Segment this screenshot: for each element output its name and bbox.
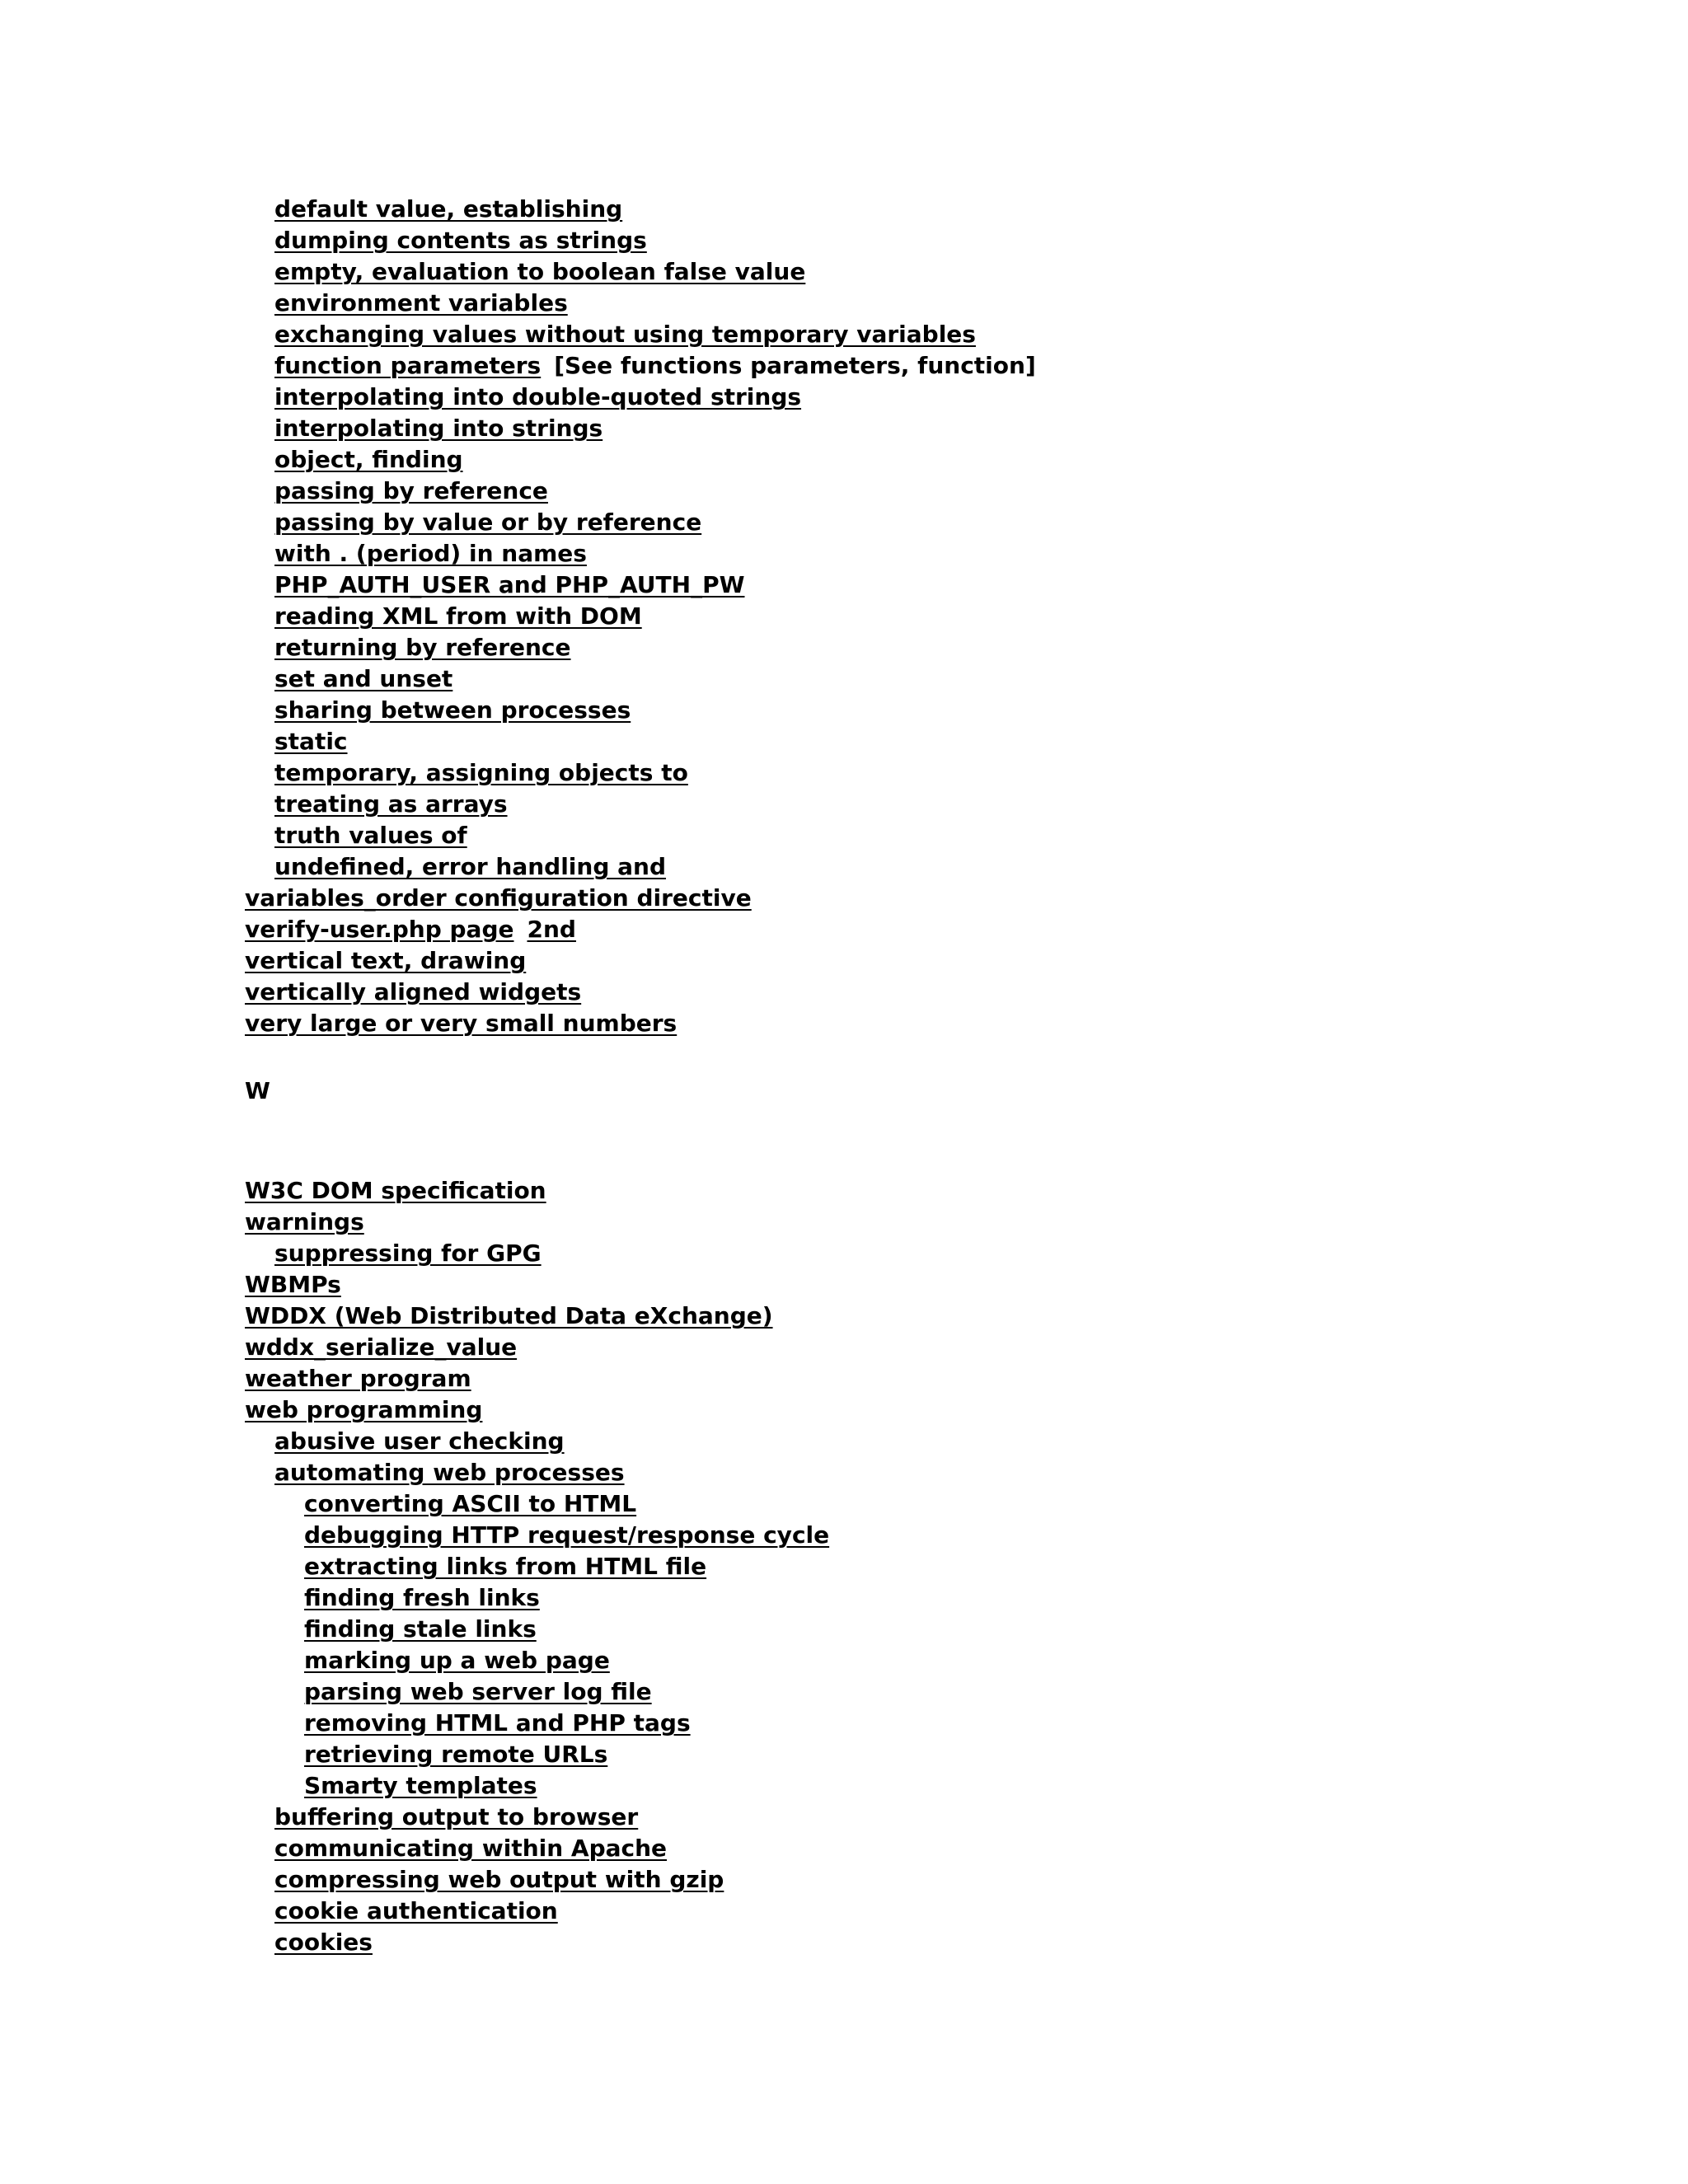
index-link[interactable]: removing HTML and PHP tags [304, 1709, 691, 1736]
index-link[interactable]: object, finding [274, 446, 463, 473]
index-link[interactable]: extracting links from HTML file [304, 1553, 707, 1580]
index-entry [274, 1238, 542, 1269]
index-entry [274, 350, 1036, 382]
index-entry [274, 413, 603, 444]
index-entry [274, 632, 571, 663]
index-entry [274, 1927, 373, 1958]
index-entry [274, 1896, 558, 1927]
index-link[interactable]: default value, establishing [274, 195, 623, 223]
index-entry [245, 1301, 773, 1332]
index-entry [274, 820, 467, 851]
index-link[interactable]: debugging HTTP request/response cycle [304, 1521, 830, 1549]
index-link[interactable]: converting ASCII to HTML [304, 1490, 637, 1517]
index-entry [304, 1770, 537, 1802]
index-link[interactable]: exchanging values without using temporary variables [274, 321, 976, 348]
index-link[interactable]: static [274, 728, 348, 755]
index-entry [245, 1363, 471, 1394]
index-entry [274, 1864, 724, 1896]
index-link[interactable]: undefined, error handling and [274, 853, 667, 880]
index-entry [274, 194, 622, 225]
index-entry [274, 382, 801, 413]
index-link[interactable]: PHP_AUTH_USER and PHP_AUTH_PW [274, 571, 745, 598]
index-link[interactable]: temporary, assigning objects to [274, 759, 688, 786]
index-link[interactable]: cookie authentication [274, 1897, 558, 1924]
index-entry [274, 601, 642, 632]
index-link[interactable]: sharing between processes [274, 696, 631, 724]
index-entry [274, 538, 587, 569]
index-entry [304, 1551, 706, 1582]
index-link[interactable]: retrieving remote URLs [304, 1741, 608, 1768]
index-entry [245, 977, 581, 1008]
index-entry [274, 225, 647, 256]
index-link[interactable]: finding fresh links [304, 1584, 540, 1611]
index-entry [245, 883, 752, 914]
index-link[interactable]: wddx_serialize_value [245, 1333, 518, 1361]
index-link[interactable]: interpolating into strings [274, 415, 603, 442]
index-entry [304, 1614, 537, 1645]
index-entry [274, 851, 666, 883]
page-ref-link[interactable]: 2nd [527, 916, 576, 943]
index-entry [274, 726, 348, 757]
index-entry [274, 288, 568, 319]
index-entry [274, 1833, 667, 1864]
index-entry [245, 1332, 517, 1363]
index-entry [304, 1676, 652, 1708]
index-entry [245, 945, 526, 977]
index-entry [245, 1175, 546, 1207]
index-entry [274, 444, 463, 476]
index-entry [304, 1739, 607, 1770]
index-link[interactable]: set and unset [274, 665, 453, 692]
index-link[interactable]: dumping contents as strings [274, 227, 647, 254]
index-entry [274, 1802, 638, 1833]
index-link[interactable]: automating web processes [274, 1459, 625, 1486]
index-entry [274, 695, 631, 726]
index-entry [274, 1426, 565, 1457]
index-link[interactable]: reading XML from with DOM [274, 602, 642, 630]
section-letter: W [245, 1077, 270, 1104]
index-link[interactable]: warnings [245, 1208, 364, 1235]
index-entry [274, 757, 688, 789]
index-entry [245, 1269, 341, 1301]
index-entry [304, 1645, 610, 1676]
index-link[interactable]: empty, evaluation to boolean false value [274, 258, 806, 285]
index-link[interactable]: with . (period) in names [274, 540, 587, 567]
index-link[interactable]: interpolating into double-quoted strings [274, 383, 802, 410]
index-entry [245, 1207, 364, 1238]
index-link[interactable]: Smarty templates [304, 1772, 537, 1799]
index-entry [274, 507, 701, 538]
index-entry [274, 319, 976, 350]
index-link[interactable]: returning by reference [274, 634, 571, 661]
index-link[interactable]: compressing web output with gzip [274, 1866, 724, 1893]
index-link[interactable]: buffering output to browser [274, 1803, 639, 1830]
index-link[interactable]: communicating within Apache [274, 1835, 668, 1862]
index-entry [304, 1520, 829, 1551]
index-link[interactable]: treating as arrays [274, 790, 508, 818]
index-link[interactable]: WBMPs [245, 1271, 341, 1298]
index-link[interactable]: suppressing for GPG [274, 1240, 542, 1267]
index-link[interactable]: variables_order configuration directive [245, 884, 752, 912]
index-link[interactable]: finding stale links [304, 1615, 537, 1643]
index-link[interactable]: weather program [245, 1365, 471, 1392]
index-entry [245, 914, 576, 945]
index-link[interactable]: WDDX (Web Distributed Data eXchange) [245, 1302, 773, 1329]
index-link[interactable]: passing by reference [274, 477, 548, 504]
index-entry [304, 1708, 691, 1739]
index-link[interactable]: function parameters [274, 352, 542, 379]
index-link[interactable]: W3C DOM specification [245, 1177, 546, 1204]
index-link[interactable]: abusive user checking [274, 1427, 565, 1455]
index-entry [274, 1457, 625, 1488]
index-entry [304, 1582, 540, 1614]
index-link[interactable]: parsing web server log file [304, 1678, 652, 1705]
index-entry [274, 569, 744, 601]
index-link[interactable]: vertical text, drawing [245, 947, 527, 974]
index-entry [245, 1394, 482, 1426]
index-entry [274, 476, 548, 507]
index-link[interactable]: vertically aligned widgets [245, 978, 582, 1005]
index-link[interactable]: truth values of [274, 822, 467, 849]
index-entry [245, 1008, 677, 1039]
index-link[interactable]: verify-user.php page [245, 916, 514, 943]
index-entry [274, 256, 805, 288]
index-link[interactable]: environment variables [274, 289, 568, 316]
index-entry [274, 663, 452, 695]
index-link[interactable]: very large or very small numbers [245, 1010, 678, 1037]
index-entry [274, 789, 508, 820]
index-link[interactable]: passing by value or by reference [274, 509, 702, 536]
index-link[interactable]: marking up a web page [304, 1647, 610, 1674]
index-link[interactable]: web programming [245, 1396, 483, 1423]
index-link[interactable]: cookies [274, 1929, 373, 1956]
index-entry [304, 1488, 636, 1520]
see-reference: [See functions parameters, function] [554, 352, 1036, 379]
